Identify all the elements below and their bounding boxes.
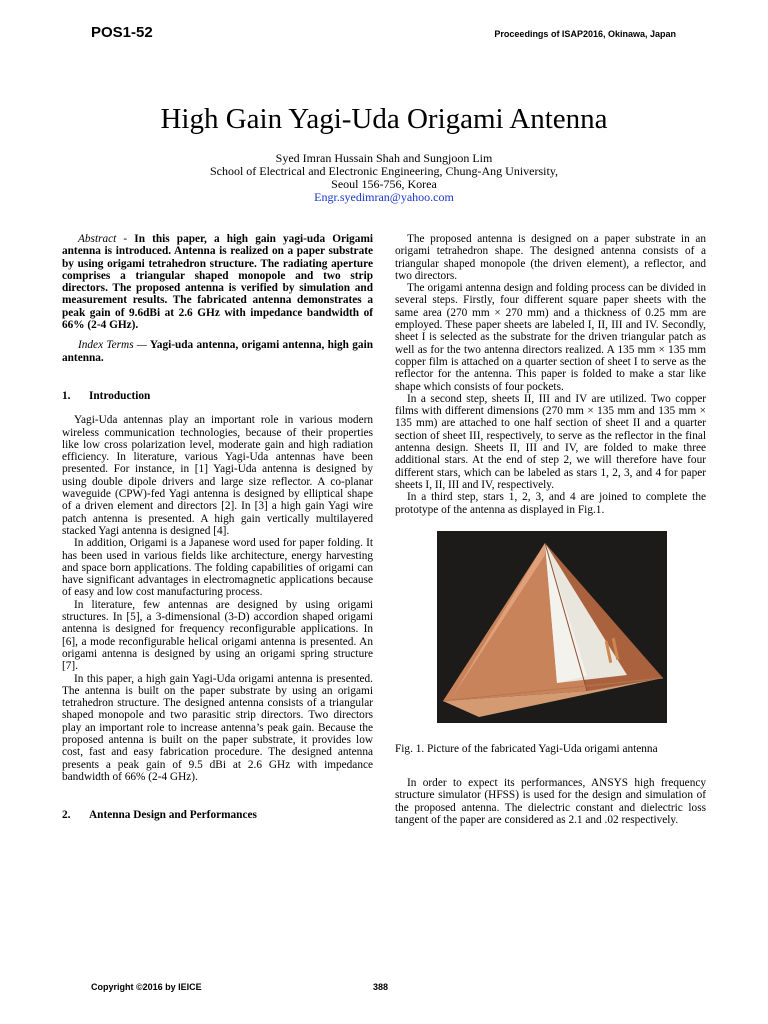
section-number: 1. [62, 389, 71, 402]
page-number: 388 [373, 982, 389, 992]
paragraph: In order to expect its performances, ANSYS high frequency structure simulator (HFSS) is used for the design and simulation of the proposed antenna. The dielectric constant and dielectric loss tangent of the paper are considered as 2.1 and .02 respectively. [395, 777, 706, 827]
page-code: POS1-52 [91, 24, 153, 41]
index-terms [62, 339, 373, 364]
abstract-label: Abstract - [78, 233, 128, 245]
origami-antenna-illustration [437, 531, 667, 723]
antenna-photo [437, 531, 667, 723]
paragraph: The proposed antenna is designed on a paper substrate in an origami tetrahedron shape. The designed antenna consists of a triangular shaped monopole (the driven element), a reflector, and two directors. [395, 233, 706, 282]
section-heading-antenna-design [62, 809, 373, 821]
paragraph: In a third step, stars 1, 2, 3, and 4 are joined to complete the prototype of the antenna as displayed in Fig.1. [395, 491, 706, 516]
abstract-text: In this paper, a high gain yagi-uda Origami antenna is introduced. Antenna is realized on a paper substrate by using origami tetrahedron structure. The radiating aperture comprises a triangular shaped monopole and two strip directors. The proposed antenna is verified by simulation and measurement results. The fabricated antenna demonstrates a peak gain of 9.6dBi at 2.6 GHz with impedance bandwidth of 66% (2-4 GHz). [62, 233, 373, 332]
figure-caption: Fig. 1. Picture of the fabricated Yagi-Uda origami antenna [395, 742, 658, 755]
paper-title: High Gain Yagi-Uda Origami Antenna [160, 103, 608, 135]
paragraph: Yagi-Uda antennas play an important role in various modern wireless communication technologies, because of their properties like low cross polarization level, moderate gain and high radiation efficiency. In literature, various Yagi-Uda antennas have been presented. For instance, in [1] Yagi-Uda antenna is designed by using double dipole drivers and large size reflector. A co-planar waveguide (CPW)-fed Yagi antenna is designed by elliptical shape of a driven element and directors [2]. In [3] a high gain Yagi wire patch antenna is presented. A high gain vertically multilayered stacked Yagi antenna is designed [4]. [62, 414, 373, 537]
section-number: 2. [62, 809, 71, 822]
right-column [395, 233, 706, 826]
paragraph: In addition, Origami is a Japanese word used for paper folding. It has been used in various fields like architecture, energy harvesting and space born applications. The folding capabilities of origami can have significant advantages in electromagnetic applications because of easy and low cost manufacturing process. [62, 537, 373, 599]
author-names: Syed Imran Hussain Shah and Sungjoon Lim [275, 151, 493, 165]
proceedings-header: Proceedings of ISAP2016, Okinawa, Japan [494, 29, 676, 39]
index-terms-label: Index Terms — [78, 339, 147, 352]
author-address: Seoul 156-756, Korea [331, 177, 437, 191]
author-email-link[interactable]: Engr.syedimran@yahoo.com [314, 190, 454, 204]
left-column [62, 233, 373, 821]
index-terms-text: Yagi-uda antenna, origami antenna, high gain antenna. [62, 339, 373, 364]
paragraph: In this paper, a high gain Yagi-Uda origami antenna is presented. The antenna is built on the paper substrate by using an origami tetrahedron structure. The designed antenna consists of a triangular shaped monopole and two parasitic strip directors. Two directors play an important role to increase antenna’s peak gain. Because the proposed antenna is built on the paper substrate, it provides low cost, fast and easy fabrication procedure. The designed antenna presents a peak gain of 9.5 dBi at 2.6 GHz with impedance bandwidth of 66% (2-4 GHz). [62, 672, 373, 783]
paragraph: The origami antenna design and folding process can be divided in several steps. Firstly, four different square paper sheets with the same area (270 mm × 270 mm) and a thickness of 0.25 mm are employed. These paper sheets are labeled I, II, III and IV. Secondly, sheet I is selected as the substrate for the driven triangular patch as well as for the two antenna directors realized. A 135 mm × 135 mm copper film is attached on a quarter section of sheet I to serve as the reflector for the antenna. This paper is folded to make a star like shape which consists of four pockets. [395, 282, 706, 393]
paragraph: In a second step, sheets II, III and IV are utilized. Two copper films with different dimensions (270 mm × 135 mm and 135 mm × 135 mm) are attached to one half section of sheet II and a quarter section of sheet III, respectively, to serve as the reflector in the final antenna design. Sheets II, III and IV, are folded to make three additional stars. At the end of step 2, we will therefore have four different stars, which can be labeled as stars 1, 2, 3, and 4 for paper sheets I, II, III and IV, respectively. [395, 392, 706, 491]
section-title: Introduction [89, 389, 151, 402]
copyright-footer: Copyright ©2016 by IEICE [91, 982, 202, 992]
section-title: Antenna Design and Performances [89, 809, 257, 822]
abstract [62, 233, 373, 331]
paragraph: In literature, few antennas are designed by using origami structures. In [5], a 3-dimensional (3-D) accordion shaped origami antenna is designed for frequency reconfigurable applications. In [6], a mode reconfigurable helical origami antenna is presented. An origami antenna is designed by using an origami spring structure [7]. [62, 598, 373, 673]
author-affiliation: School of Electrical and Electronic Engineering, Chung-Ang University, [209, 164, 559, 178]
author-block [0, 152, 768, 204]
section-heading-introduction [62, 390, 373, 402]
